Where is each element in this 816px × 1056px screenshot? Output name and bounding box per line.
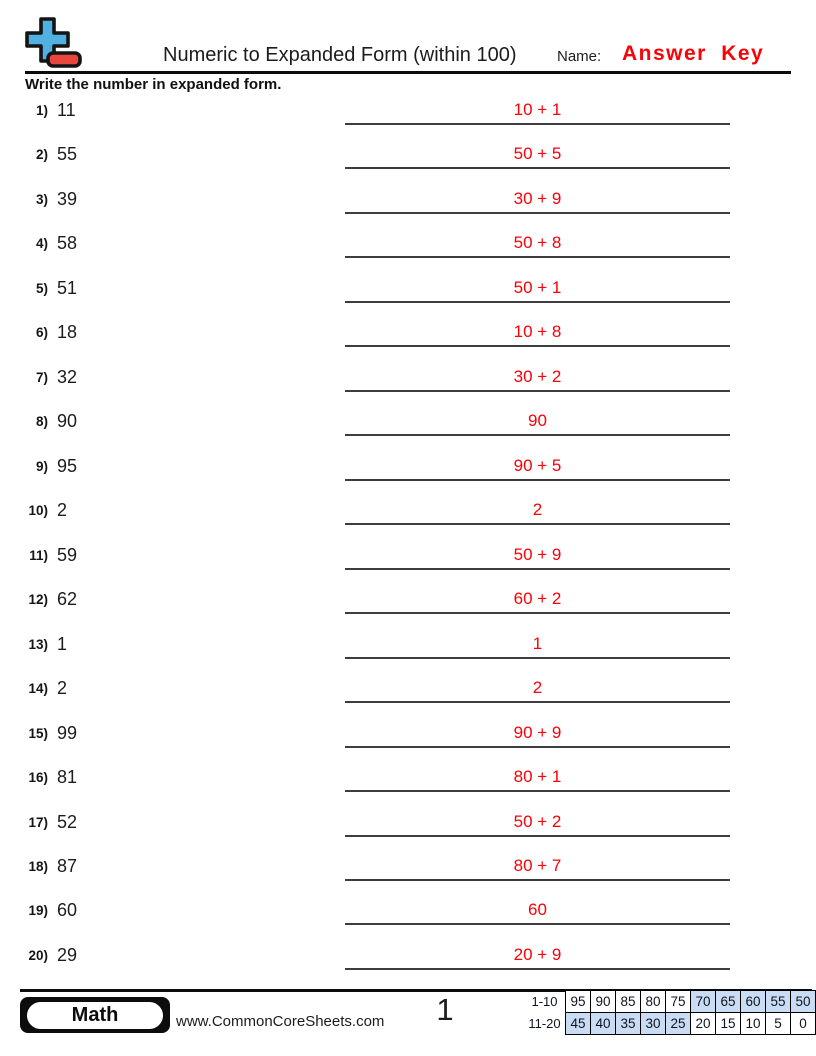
score-cell: 25 bbox=[666, 1013, 691, 1035]
problem-number: 12) bbox=[28, 592, 48, 608]
problem-number: 13) bbox=[28, 636, 48, 652]
problem-number: 20) bbox=[28, 947, 48, 963]
answer-line: 2 bbox=[345, 678, 730, 703]
problem-number: 4) bbox=[35, 236, 48, 252]
problem-row bbox=[0, 278, 816, 304]
problem-row bbox=[0, 411, 816, 437]
score-cell: 5 bbox=[766, 1013, 791, 1035]
score-cell: 80 bbox=[641, 991, 666, 1013]
problem-value: 59 bbox=[57, 544, 78, 565]
score-cell: 70 bbox=[691, 991, 716, 1013]
answer-line: 50 + 9 bbox=[345, 545, 730, 570]
problem-row bbox=[0, 812, 816, 838]
problem-value: 52 bbox=[57, 811, 78, 832]
answer-line: 10 + 1 bbox=[345, 100, 730, 125]
answer-line: 30 + 9 bbox=[345, 189, 730, 214]
answer-line: 50 + 8 bbox=[345, 233, 730, 258]
problem-value: 55 bbox=[57, 144, 78, 165]
page-number: 1 bbox=[436, 992, 454, 1027]
problem-number: 18) bbox=[28, 858, 48, 874]
problem-number: 5) bbox=[35, 280, 48, 296]
problem-row bbox=[0, 100, 816, 126]
problem-number: 11) bbox=[29, 547, 48, 563]
answer-line: 90 bbox=[345, 411, 730, 436]
problem-number: 7) bbox=[35, 369, 48, 385]
problem-number: 8) bbox=[35, 414, 48, 430]
problem-row bbox=[0, 545, 816, 571]
score-cell: 55 bbox=[766, 991, 791, 1013]
answer-line: 50 + 2 bbox=[345, 812, 730, 837]
score-cell: 20 bbox=[691, 1013, 716, 1035]
instruction-text: Write the number in expanded form. bbox=[25, 76, 282, 93]
problem-row bbox=[0, 767, 816, 793]
answer-line: 20 + 9 bbox=[345, 945, 730, 970]
score-cell: 30 bbox=[641, 1013, 666, 1035]
score-cell: 45 bbox=[566, 1013, 591, 1035]
problem-row bbox=[0, 678, 816, 704]
answer-line: 1 bbox=[345, 634, 730, 659]
problem-row bbox=[0, 144, 816, 170]
problem-row bbox=[0, 367, 816, 393]
problem-value: 2 bbox=[57, 500, 68, 521]
problem-row bbox=[0, 723, 816, 749]
answer-line: 60 + 2 bbox=[345, 589, 730, 614]
problem-value: 51 bbox=[57, 277, 78, 298]
problem-row bbox=[0, 589, 816, 615]
subject-badge-pill bbox=[27, 1002, 163, 1029]
problem-row bbox=[0, 500, 816, 526]
problem-value: 18 bbox=[57, 322, 78, 343]
score-cell: 85 bbox=[616, 991, 641, 1013]
answer-key-text: Answer Key bbox=[622, 42, 765, 65]
answer-line: 80 + 7 bbox=[345, 856, 730, 881]
problem-number: 1) bbox=[35, 103, 48, 118]
problem-value: 39 bbox=[57, 188, 78, 209]
website-url: www.CommonCoreSheets.com bbox=[176, 1013, 385, 1030]
subject-badge bbox=[20, 997, 170, 1033]
answer-line: 2 bbox=[345, 500, 730, 525]
answer-line: 50 + 5 bbox=[345, 144, 730, 169]
problem-value: 29 bbox=[57, 944, 78, 965]
score-table-row bbox=[524, 1013, 816, 1035]
score-cell: 35 bbox=[616, 1013, 641, 1035]
score-cell: 95 bbox=[566, 991, 591, 1013]
answer-line: 50 + 1 bbox=[345, 278, 730, 303]
score-range-label: 11-20 bbox=[528, 1016, 561, 1031]
answer-line: 10 + 8 bbox=[345, 322, 730, 347]
problem-value: 60 bbox=[57, 900, 78, 921]
problem-row bbox=[0, 856, 816, 882]
score-table-row bbox=[524, 991, 816, 1013]
problem-number: 10) bbox=[28, 503, 48, 519]
problem-value: 87 bbox=[57, 855, 78, 876]
problem-number: 6) bbox=[35, 325, 48, 341]
problem-number: 19) bbox=[28, 903, 48, 919]
answer-line: 60 bbox=[345, 900, 730, 925]
score-cell: 60 bbox=[741, 991, 766, 1013]
problem-value: 90 bbox=[57, 411, 78, 432]
problem-row bbox=[0, 945, 816, 971]
worksheet-title: Numeric to Expanded Form (within 100) bbox=[163, 44, 517, 66]
score-cell: 10 bbox=[741, 1013, 766, 1035]
problem-number: 9) bbox=[35, 458, 48, 474]
problem-value: 2 bbox=[57, 678, 68, 699]
answer-line: 90 + 9 bbox=[345, 723, 730, 748]
score-range-label: 1-10 bbox=[531, 994, 558, 1009]
problem-row bbox=[0, 900, 816, 926]
score-cell: 15 bbox=[716, 1013, 741, 1035]
problem-number: 16) bbox=[28, 770, 48, 786]
problem-number: 15) bbox=[28, 725, 48, 741]
problem-value: 81 bbox=[57, 767, 78, 788]
problem-number: 2) bbox=[35, 147, 48, 163]
problem-number: 14) bbox=[28, 681, 48, 697]
score-cell: 0 bbox=[791, 1013, 816, 1035]
problem-row bbox=[0, 189, 816, 215]
answer-line: 30 + 2 bbox=[345, 367, 730, 392]
problem-number: 3) bbox=[35, 191, 48, 207]
problem-row bbox=[0, 456, 816, 482]
problem-row bbox=[0, 634, 816, 660]
problem-number: 17) bbox=[28, 814, 48, 830]
score-cell: 50 bbox=[791, 991, 816, 1013]
answer-line: 80 + 1 bbox=[345, 767, 730, 792]
score-cell: 40 bbox=[591, 1013, 616, 1035]
problem-value: 11 bbox=[57, 100, 76, 120]
name-label: Name: bbox=[557, 48, 602, 65]
answer-line: 90 + 5 bbox=[345, 456, 730, 481]
score-table bbox=[524, 990, 816, 1035]
problem-row bbox=[0, 322, 816, 348]
problem-value: 1 bbox=[57, 633, 68, 654]
problem-value: 99 bbox=[57, 722, 78, 743]
problem-value: 62 bbox=[57, 589, 78, 610]
score-cell: 65 bbox=[716, 991, 741, 1013]
subject-badge-label: Math bbox=[71, 1003, 119, 1026]
problem-row bbox=[0, 233, 816, 259]
problem-value: 32 bbox=[57, 366, 78, 387]
score-cell: 90 bbox=[591, 991, 616, 1013]
problem-value: 95 bbox=[57, 455, 78, 476]
problem-value: 58 bbox=[57, 233, 78, 254]
score-cell: 75 bbox=[666, 991, 691, 1013]
